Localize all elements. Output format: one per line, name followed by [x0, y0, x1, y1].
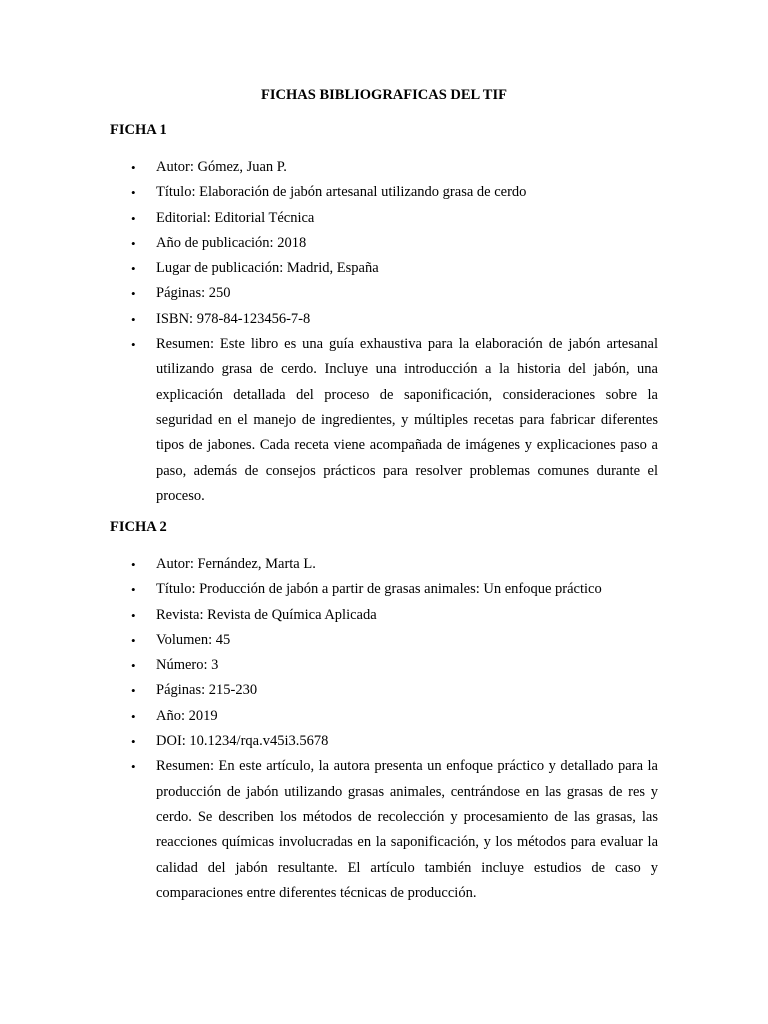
- bullet-icon: •: [131, 235, 136, 251]
- ficha-1-year-text: Año de publicación: 2018: [156, 234, 307, 251]
- ficha-1-author-text: Autor: Gómez, Juan P.: [156, 159, 287, 175]
- ficha-1-isbn-text: ISBN: 978-84-123456-7-8: [156, 310, 311, 327]
- bullet-icon: •: [131, 286, 136, 302]
- ficha-2-volume-text: Volumen: 45: [156, 631, 231, 648]
- bullet-icon: •: [131, 311, 136, 327]
- ficha-2-doi: [110, 729, 658, 754]
- ficha-2-pages: [110, 678, 658, 703]
- bullet-icon: •: [131, 708, 136, 724]
- bullet-icon: •: [131, 734, 136, 750]
- ficha-2-heading: FICHA 2: [110, 519, 167, 535]
- ficha-2-summary: [110, 754, 658, 906]
- ficha-1-list: [110, 155, 658, 509]
- ficha-2-year: [110, 704, 658, 729]
- ficha-1-publisher: [110, 206, 658, 231]
- ficha-2-journal-text: Revista: Revista de Química Aplicada: [156, 606, 377, 623]
- ficha-2-author-text: Autor: Fernández, Marta L.: [156, 556, 316, 572]
- ficha-2-doi-text: DOI: 10.1234/rqa.v45i3.5678: [156, 733, 329, 750]
- ficha-1-year: [110, 231, 658, 256]
- ficha-1-place: [110, 256, 658, 281]
- bullet-icon: •: [131, 759, 136, 775]
- ficha-2-title-text: Título: Producción de jabón a partir de grasas animales: Un enfoque práctico: [156, 581, 602, 598]
- bullet-icon: •: [131, 582, 136, 598]
- ficha-2-journal: [110, 603, 658, 628]
- ficha-1-section: [110, 120, 658, 509]
- ficha-2-volume: [110, 628, 658, 653]
- bullet-icon: •: [131, 557, 136, 572]
- bullet-icon: •: [131, 337, 136, 353]
- ficha-1-publisher-text: Editorial: Editorial Técnica: [156, 209, 315, 226]
- ficha-2-pages-text: Páginas: 215-230: [156, 682, 258, 699]
- ficha-1-heading: FICHA 1: [110, 122, 167, 138]
- bullet-icon: •: [131, 160, 136, 175]
- ficha-2-number: [110, 653, 658, 678]
- ficha-1-pages-text: Páginas: 250: [156, 285, 231, 302]
- ficha-1-author: [110, 155, 658, 180]
- bullet-icon: •: [131, 185, 136, 201]
- ficha-2-year-text: Año: 2019: [156, 707, 218, 724]
- bullet-icon: •: [131, 210, 136, 226]
- ficha-1-title: [110, 180, 658, 205]
- ficha-2-list: [110, 552, 658, 906]
- bullet-icon: •: [131, 261, 136, 277]
- ficha-2-number-text: Número: 3: [156, 657, 219, 674]
- bullet-icon: •: [131, 683, 136, 699]
- bullet-icon: •: [131, 658, 136, 674]
- ficha-1-isbn: [110, 307, 658, 332]
- ficha-2-title: [110, 577, 658, 602]
- ficha-1-summary-text: Resumen: Este libro es una guía exhaustiva para la elaboración de jabón artesanal utilizando grasa de cerdo. Incluye una introducción a la historia del jabón, una explicación detallada del proceso de saponificación, consideraciones sobre la seguridad en el manejo de ingredientes, y múltiples recetas para fabricar diferentes tipos de jabones. Cada receta viene acompañada de imágenes y explicaciones paso a paso, además de consejos prácticos para resolver problemas comunes durante el proceso.: [156, 336, 658, 504]
- document-title: FICHAS BIBLIOGRAFICAS DEL TIF: [261, 87, 507, 103]
- ficha-2-author: [110, 552, 658, 577]
- ficha-1-place-text: Lugar de publicación: Madrid, España: [156, 260, 379, 277]
- ficha-2-section: [110, 517, 658, 906]
- ficha-2-summary-text: Resumen: En este artículo, la autora presenta un enfoque práctico y detallado para la producción de jabón utilizando grasas animales, centrándose en las grasas de res y cerdo. Se describen los métodos de recolección y procesamiento de las grasas, las reacciones químicas involucradas en la saponificación, y los métodos para evaluar la calidad del jabón resultante. El artículo también incluye estudios de caso y comparaciones entre diferentes técnicas de producción.: [156, 758, 658, 901]
- ficha-1-title-text: Título: Elaboración de jabón artesanal utilizando grasa de cerdo: [156, 184, 527, 201]
- bullet-icon: •: [131, 632, 136, 648]
- bullet-icon: •: [131, 607, 136, 623]
- ficha-1-pages: [110, 281, 658, 306]
- ficha-1-summary: [110, 332, 658, 509]
